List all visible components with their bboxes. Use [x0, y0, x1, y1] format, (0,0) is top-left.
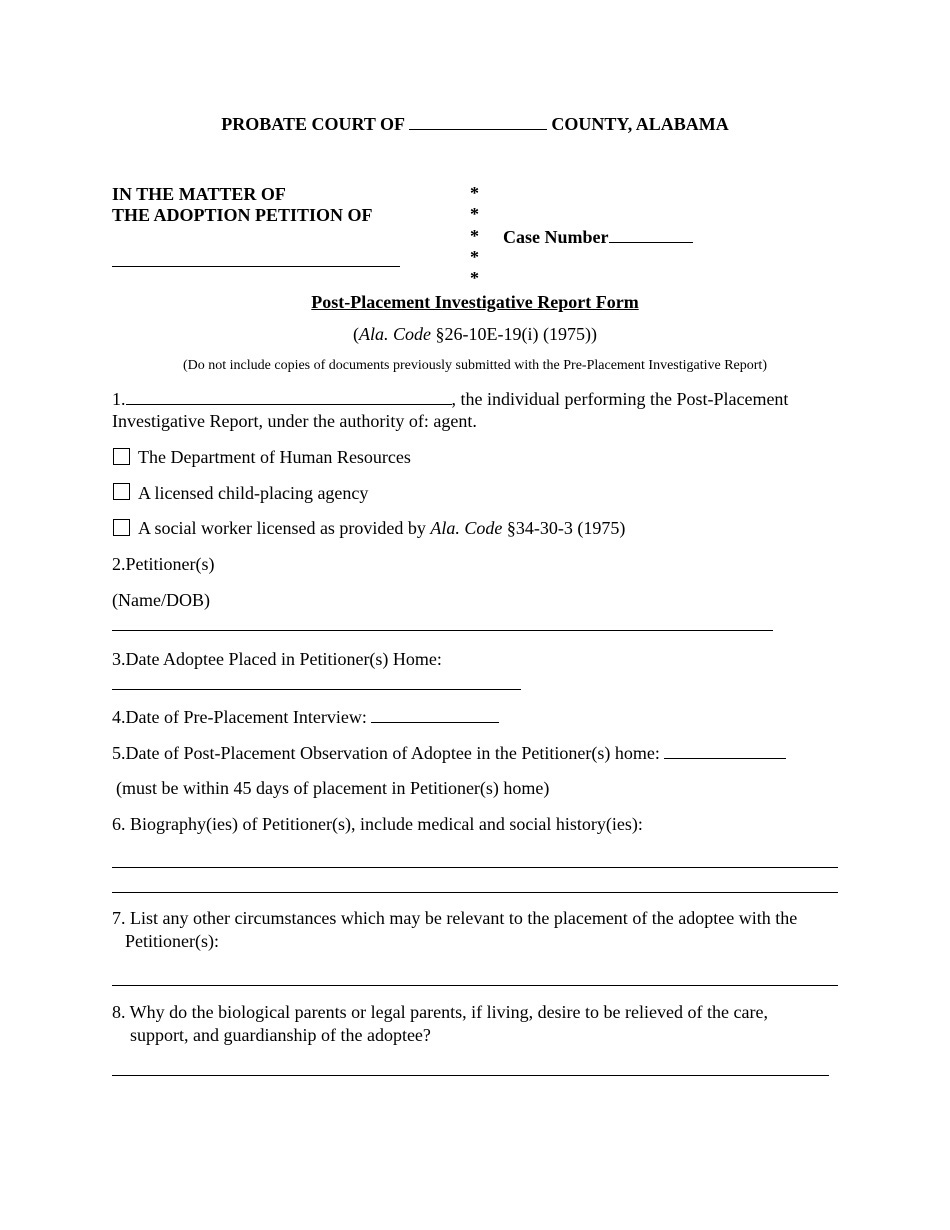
q3-label: 3.Date Adoptee Placed in Petitioner(s) Home: — [112, 649, 442, 669]
q8-line-1: 8. Why do the biological parents or legal parents, if living, desire to be relieved of the care, — [112, 1002, 768, 1022]
social-worker-checkbox[interactable] — [113, 519, 130, 536]
dhr-checkbox[interactable] — [113, 448, 130, 465]
q6-label: 6. Biography(ies) of Petitioner(s), include medical and social history(ies): — [112, 814, 643, 834]
form-title: Post-Placement Investigative Report Form — [311, 292, 639, 312]
caption-star: * — [470, 183, 479, 203]
investigator-name-field[interactable] — [126, 388, 452, 405]
caption-star: * — [470, 268, 479, 288]
caption-star: * — [470, 247, 479, 267]
caption-star: * — [470, 204, 479, 224]
q7-line-2: Petitioner(s): — [125, 931, 219, 951]
q1-line-2: Investigative Report, under the authority of: agent. — [112, 411, 477, 431]
q2-sublabel: (Name/DOB) — [112, 590, 210, 610]
q8-line-2: support, and guardianship of the adoptee? — [130, 1025, 431, 1045]
q5-label: 5.Date of Post-Placement Observation of Adoptee in the Petitioner(s) home: — [112, 742, 786, 764]
parents-reason-line[interactable] — [112, 1075, 829, 1076]
interview-date-field[interactable] — [371, 706, 499, 723]
case-number-field[interactable] — [609, 226, 693, 243]
q5-note: (must be within 45 days of placement in Petitioner(s) home) — [116, 778, 550, 798]
q7-line-1: 7. List any other circumstances which may be relevant to the placement of the adoptee with the — [112, 908, 798, 928]
dhr-label: The Department of Human Resources — [138, 447, 411, 467]
petitioner-name-line[interactable] — [112, 266, 400, 267]
caption-star: * — [470, 226, 479, 246]
social-worker-label: A social worker licensed as provided by Ala. Code §34-30-3 (1975) — [138, 518, 626, 538]
circumstances-line[interactable] — [112, 985, 838, 986]
q1-line-1: 1. , the individual performing the Post-Placement — [112, 389, 789, 409]
q2-label: 2.Petitioner(s) — [112, 554, 215, 574]
caption-line-1: IN THE MATTER OF — [112, 184, 286, 204]
agency-label: A licensed child-placing agency — [138, 483, 369, 503]
petitioner-answer-line[interactable] — [112, 630, 773, 631]
biography-line[interactable] — [112, 892, 838, 893]
placement-date-line[interactable] — [112, 689, 521, 690]
caption-line-2: THE ADOPTION PETITION OF — [112, 205, 373, 225]
biography-line[interactable] — [112, 867, 838, 868]
county-name-field[interactable] — [409, 113, 547, 130]
form-citation: (Ala. Code §26-10E-19(i) (1975)) — [353, 324, 597, 344]
q4-label: 4.Date of Pre-Placement Interview: — [112, 706, 499, 728]
court-title: PROBATE COURT OF COUNTY, ALABAMA — [221, 114, 729, 134]
observation-date-field[interactable] — [664, 742, 786, 759]
case-number: Case Number — [503, 226, 693, 248]
agency-checkbox[interactable] — [113, 483, 130, 500]
form-note: (Do not include copies of documents previously submitted with the Pre-Placement Investigative Report) — [183, 358, 767, 373]
